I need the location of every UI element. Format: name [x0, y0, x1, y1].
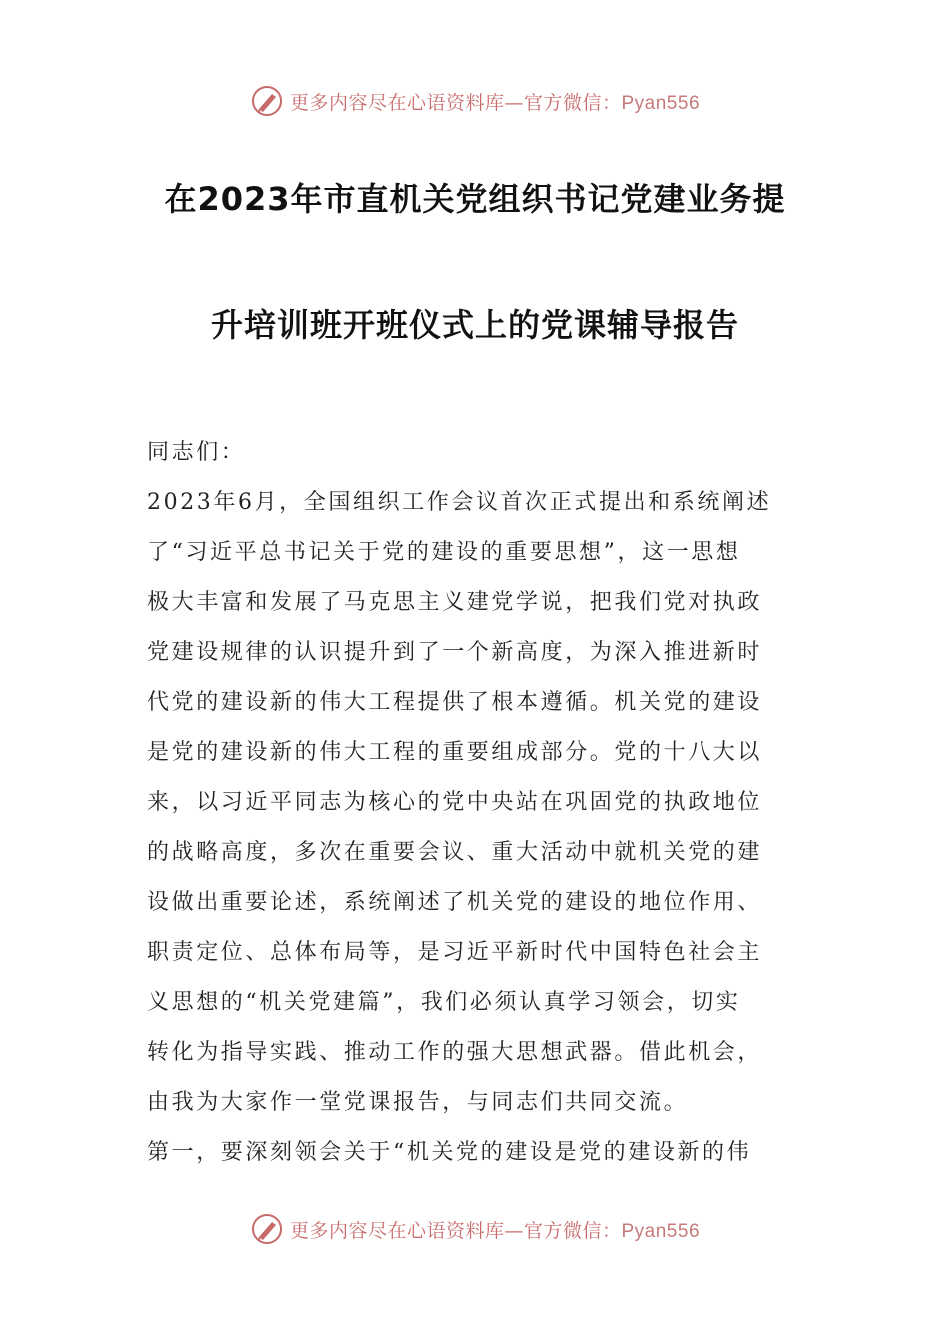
document-title-line-1: 在2023年市直机关党组织书记党建业务提 [164, 180, 786, 218]
body-line: 义思想的“机关党建篇”，我们必须认真学习领会，切实 [147, 990, 741, 1015]
body-line: 是党的建设新的伟大工程的重要组成部分。党的十八大以 [147, 740, 763, 765]
body-line: 职责定位、总体布局等，是习近平新时代中国特色社会主 [147, 940, 763, 965]
body-line: 同志们： [147, 440, 246, 465]
body-line: 来，以习近平同志为核心的党中央站在巩固党的执政地位 [147, 790, 763, 815]
watermark-text [290, 88, 700, 115]
watermark-wechat-id: Pyan556 [621, 92, 701, 114]
body-line: 由我为大家作一堂党课报告，与同志们共同交流。 [147, 1090, 689, 1115]
document-title-line-2: 升培训班开班仪式上的党课辅导报告 [210, 306, 739, 344]
body-line: 代党的建设新的伟大工程提供了根本遵循。机关党的建设 [147, 690, 763, 715]
pen-nib-logo-icon [250, 84, 284, 118]
watermark-label: 更多内容尽在心语资料库—官方微信： [289, 91, 622, 114]
pen-nib-logo-icon [250, 1212, 284, 1246]
watermark-text [290, 1216, 700, 1243]
body-line: 党建设规律的认识提升到了一个新高度，为深入推进新时 [147, 640, 763, 665]
body-line: 设做出重要论述，系统阐述了机关党的建设的地位作用、 [147, 890, 763, 915]
body-line: 转化为指导实践、推动工作的强大思想武器。借此机会， [147, 1040, 763, 1065]
watermark-label: 更多内容尽在心语资料库—官方微信： [289, 1219, 622, 1242]
watermark-footer [0, 1212, 950, 1246]
body-line: 第一，要深刻领会关于“机关党的建设是党的建设新的伟 [147, 1140, 752, 1165]
watermark-wechat-id: Pyan556 [621, 1220, 701, 1242]
watermark-header [0, 84, 950, 118]
body-line: 的战略高度，多次在重要会议、重大活动中就机关党的建 [147, 840, 763, 865]
body-line: 2023年6月，全国组织工作会议首次正式提出和系统阐述 [147, 490, 772, 515]
body-line: 极大丰富和发展了马克思主义建党学说，把我们党对执政 [147, 590, 763, 615]
document-body [147, 428, 807, 1178]
body-line: 了“习近平总书记关于党的建设的重要思想”，这一思想 [147, 540, 741, 565]
